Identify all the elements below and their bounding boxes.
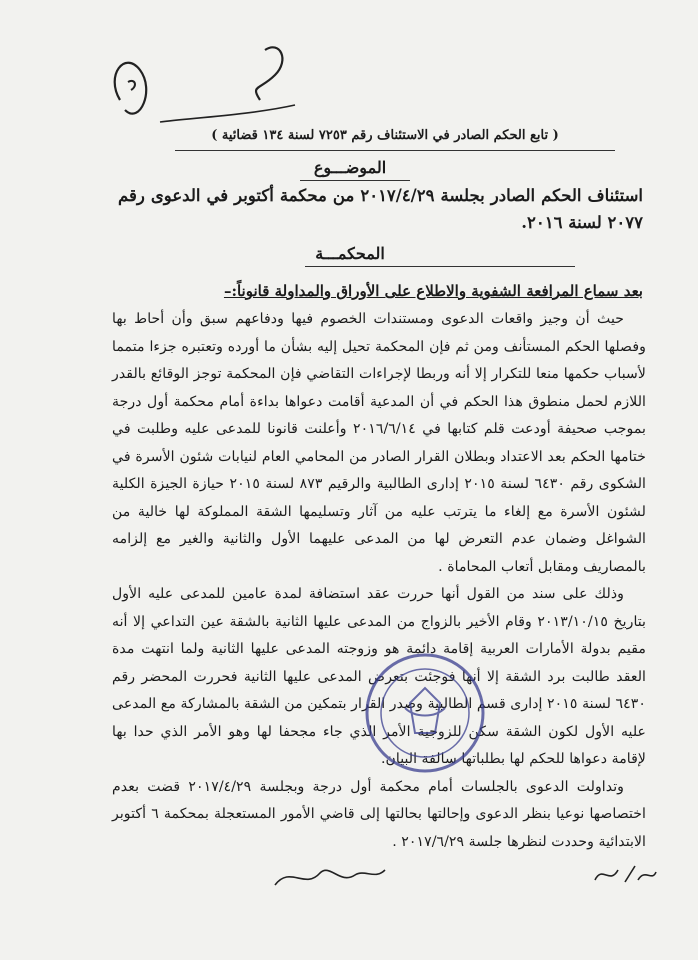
court-heading: بعد سماع المرافعة الشفوية والاطلاع على الأوراق والمداولة قانوناً:– bbox=[223, 282, 643, 300]
subject-title: الموضـــوع bbox=[313, 158, 387, 177]
appeal-statement: استئناف الحكم الصادر بجلسة ٢٠١٧/٤/٢٩ من محكمة أكتوبر في الدعوى رقم ٢٠٧٧ لسنة ٢٠١٦. bbox=[118, 186, 643, 232]
paragraph-proceedings: وتداولت الدعوى بالجلسات أمام محكمة أول درجة وبجلسة ٢٠١٧/٤/٢٩ قضت بعدم اختصاصها نوعيا بنظر الدعوى وإحالتها بحالتها إلى قاضي الأمور المستعجلة بمحكمة ٦ أكتوبر الابتدائية وحددت لنظرها جلسة ٢٠١٧/٦/٢٩ . bbox=[112, 778, 646, 850]
subject-underline bbox=[300, 180, 410, 181]
handwritten-signature bbox=[270, 855, 390, 895]
paragraph-grounds: وذلك على سند من القول أنها حررت عقد استضافة لمدة عامين للمدعى عليه الأول بتاريخ ٢٠١٣/١٠/١٥ وقام الأخير بالزواج من المدعى عليها الثانية بالشقة عين التداعي إلا أنه مقيم بدولة الأمارات العربية إقامة دائمة هو وزوجته المدعى عليها الثانية ولما انتهت مدة العقد طالبت برد الشقة إلا أنها فوجئت بتعرض المدعى عليها الثانية فحررت المحضر رقم ٦٤٣٠ لسنة ٢٠١٥ إدارى قسم الطالبية وصدر القرار بتمكين من الشقة بالمشاركة مع المدعى عليه الأول لكون الشقة سكن للزوجية الأمر الذي جاء مجحفا لها وهو الأمر الذي حدا بها لإقامة دعواها للحكم لها بطلباتها سالفة البيان. bbox=[112, 586, 647, 767]
paragraph-facts: حيث أن وجيز واقعات الدعوى ومستندات الخصوم فيها ودفاعهم سبق وأن أحاط بها وفصلها الحكم المستأنف ومن ثم فإن المحكمة تحيل إليه بشأن ما أورده وتعتبره جزءا متمما لأسباب حكمها منعا للتكرار إلا أنه وربطا لإجراءات التقاضي فإن المحكمة توجز الوقائع بالقدر اللازم لحمل منطوق هذا الحكم في أن المدعية أقامت دعواها بداءة أمام محكمة أول درجة بموجب صحيفة أودعت قلم كتابها في ٢٠١٦/٦/١٤ وأعلنت قانونا للمدعى عليه وطلبت في ختامها الحكم بعد الاعتداد وبطلان القرار الصادر من المحامي العام لنيابات شئون الأسرة في الشكوى رقم ٦٤٣٠ لسنة ٢٠١٥ إدارى الطالبية والرقيم ٨٧٣ لسنة ٢٠١٥ حيازة الجيزة الكلية لشئون الأسرة مع إلغاء ما يترتب عليه من آثار وتسليمها الشقة المملوكة لها خالية من الشواغل وضمان عدم التعرض لها من المدعى عليهما الأول والثانية والغير مع إلزامه بالمصاريف ومقابل أتعاب المحاماة . bbox=[112, 311, 646, 575]
header-continuation: ( تابع الحكم الصادر في الاستئناف رقم ٧٢٥٣ لسنة ١٣٤ قضائية ) bbox=[211, 128, 559, 143]
court-underline bbox=[305, 266, 575, 267]
official-seal-stamp bbox=[360, 648, 490, 778]
header-underline bbox=[175, 150, 615, 151]
page-initials bbox=[590, 860, 660, 890]
handwritten-scribble bbox=[100, 30, 300, 130]
court-title: المحكمـــة bbox=[315, 244, 385, 263]
